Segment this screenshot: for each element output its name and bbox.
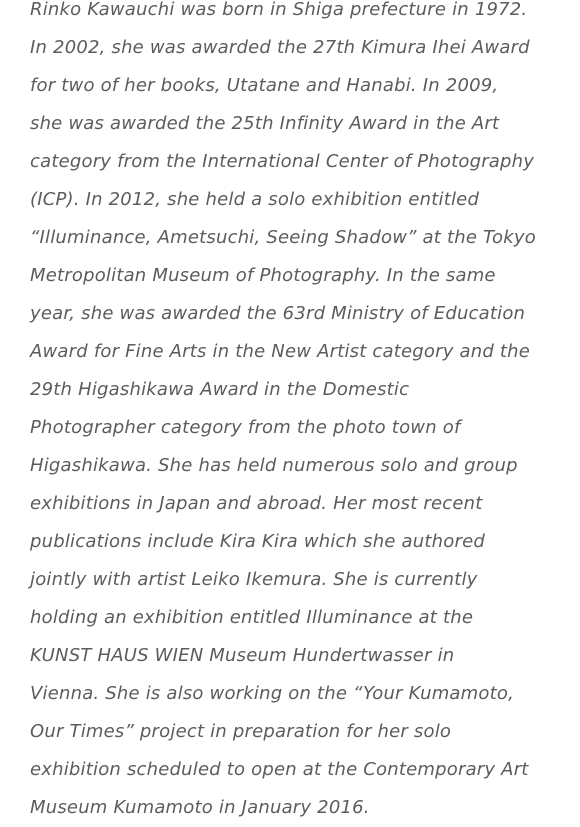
biography-line: publications include Kira Kira which she authored [30,531,485,552]
biography-line: Award for Fine Arts in the New Artist category and the [30,341,531,362]
biography-line: Vienna. She is also working on the “Your Kumamoto, [30,683,515,704]
biography-line: exhibition scheduled to open at the Contemporary Art [30,759,529,780]
biography-line: jointly with artist Leiko Ikemura. She is currently [30,569,478,590]
biography-line: 29th Higashikawa Award in the Domestic [30,379,410,400]
biography-line: holding an exhibition entitled Illuminance at the [30,607,474,628]
biography-line: “Illuminance, Ametsuchi, Seeing Shadow” at the Tokyo [30,227,536,248]
biography-line: KUNST HAUS WIEN Museum Hundertwasser in [30,645,455,666]
biography-line: Higashikawa. She has held numerous solo and group [30,455,518,476]
biography-line: In 2002, she was awarded the 27th Kimura Ihei Award [30,37,530,58]
biography-line: Photographer category from the photo town of [30,417,461,438]
biography-line: category from the International Center of Photography [30,151,535,172]
biography-line: Museum Kumamoto in January 2016. [30,797,370,818]
biography-paragraph [30,0,560,827]
biography-line: she was awarded the 25th Infinity Award in the Art [30,113,500,134]
biography-line: Rinko Kawauchi was born in Shiga prefecture in 1972. [30,0,528,20]
biography-line: year, she was awarded the 63rd Ministry of Education [30,303,526,324]
biography-line: exhibitions in Japan and abroad. Her most recent [30,493,483,514]
biography-line: Metropolitan Museum of Photography. In the same [30,265,496,286]
biography-line: Our Times” project in preparation for her solo [30,721,452,742]
biography-line: for two of her books, Utatane and Hanabi. In 2009, [30,75,499,96]
biography-line: (ICP). In 2012, she held a solo exhibition entitled [30,189,480,210]
